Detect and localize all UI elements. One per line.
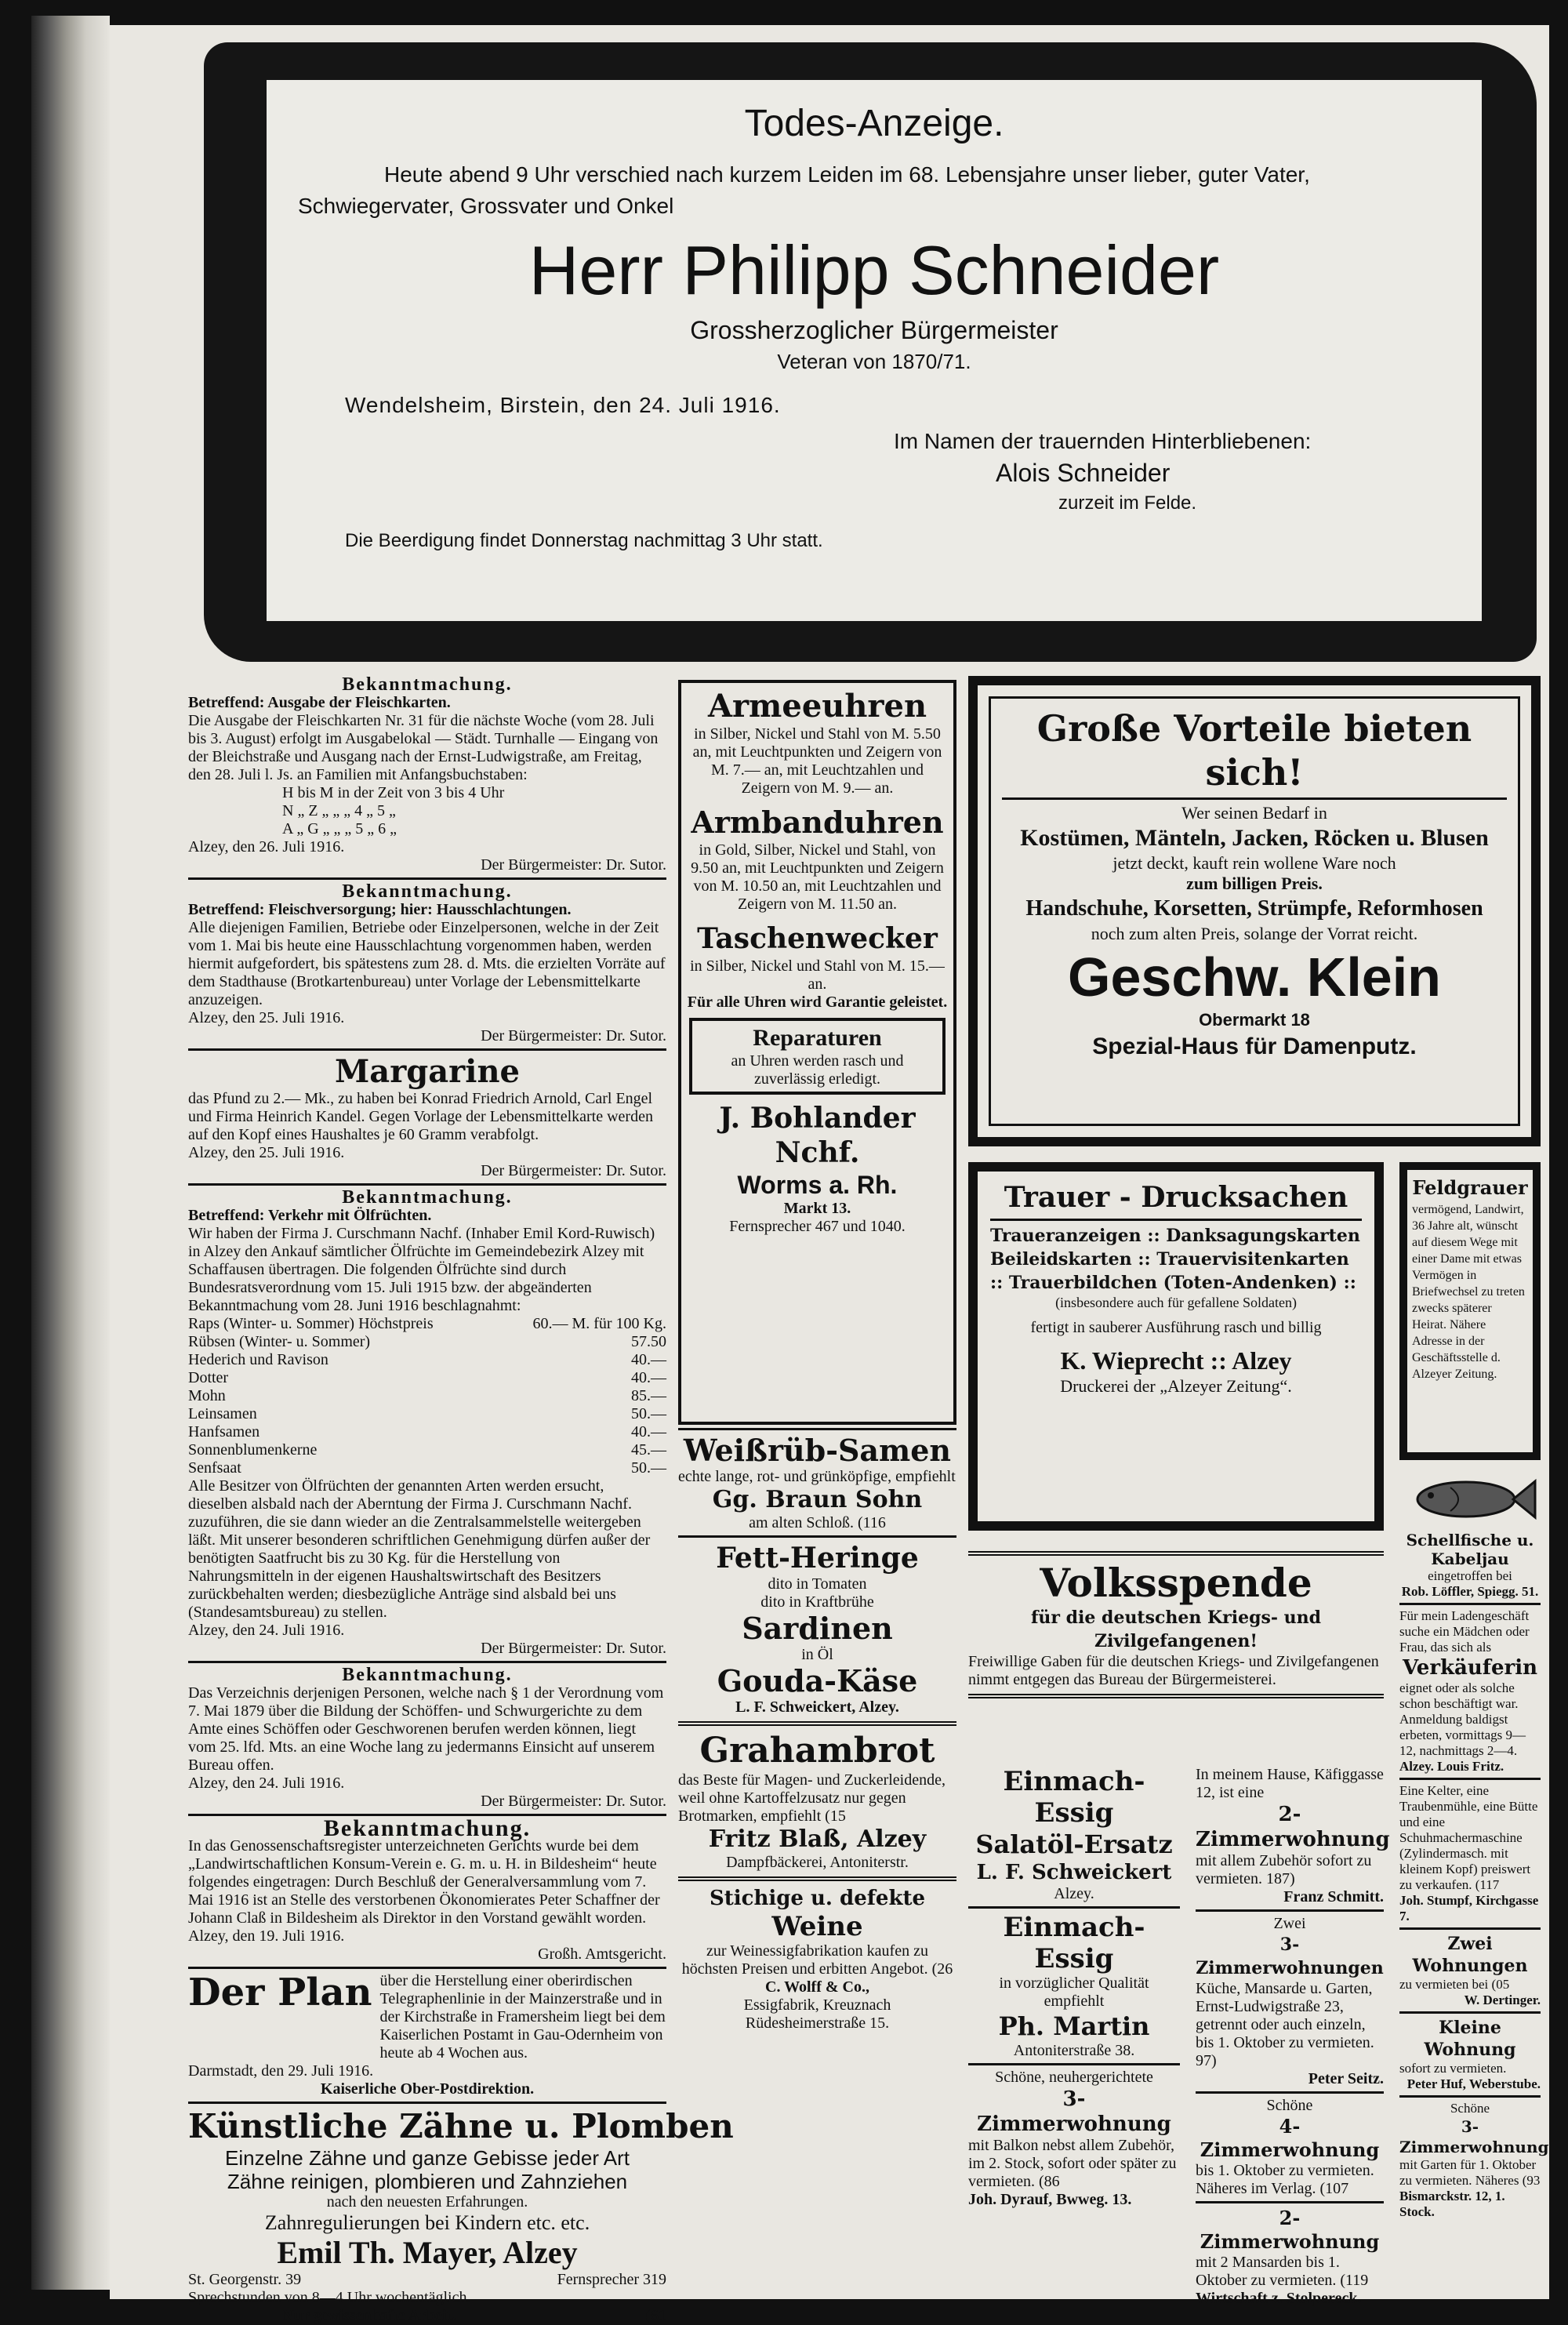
divider (188, 2102, 666, 2104)
price-item: Sonnenblumenkerne (188, 1441, 318, 1459)
volksspende-heading: Volksspende (1040, 1560, 1312, 1606)
mourning-print-line-2: Beileidskarten :: Trauervisitenkarten (990, 1249, 1349, 1270)
guarantee-note: Für alle Uhren wird Garantie geleistet. (687, 994, 948, 1011)
price-item: Leinsamen (188, 1405, 257, 1422)
sardine-line: in Öl (801, 1646, 833, 1663)
oilseed-price-list (188, 1315, 666, 1477)
price-row (188, 1369, 666, 1387)
wolff-name: C. Wolff & Co., (765, 1978, 869, 1996)
dentist-heading: Künstliche Zähne u. Plomben (188, 2107, 734, 2145)
price-item: Hanfsamen (188, 1423, 260, 1440)
two-flats-heading: Zwei Wohnungen (1412, 1934, 1528, 1976)
divider (1399, 2095, 1541, 2098)
klein-line-5: Handschuhe, Korsetten, Strümpfe, Reformhosen (1025, 896, 1483, 921)
dentist-phone: Fernsprecher 319 (557, 2271, 666, 2288)
divider (968, 1694, 1384, 1698)
vinegar-heading: Einmach-Essig (1003, 1766, 1145, 1829)
price-value: 50.— (631, 1405, 666, 1422)
notice-5-date: Alzey, den 19. Juli 1916. (188, 1927, 345, 1945)
notice-3-heading: Bekanntmachung. (342, 1187, 513, 1208)
notice-5-text: In das Genossenschaftsregister unterzeichneten Gerichts wurde bei dem „Landwirtschaftlichen Konsum-Verein e. G. m. u. H. in Bildesheim“ heute folgendes eingetragen: Durch Beschluß der Generalversammlung vom 7. Mai 1916 ist an Stelle des verstorbenen Ökonomierates Peter Schaffner der Johann Claß in Bildesheim als Direktor in den Vorstand gewählt worden. (188, 1837, 660, 1927)
margarine-text: das Pfund zu 2.— Mk., zu haben bei Konrad Friedrich Arnold, Carl Engel und Firma Heinrich Kandel. Gegen Vorlage der Lebensmittelkarte werden auf den Kopf eines Haushaltes je 60 Gramm verabfolgt. (188, 1090, 653, 1143)
notice-2-subject: Betreffend: Fleischversorgung; hier: Hausschlachtungen. (188, 901, 572, 918)
column-1 (188, 674, 734, 2325)
price-value: 60.— M. für 100 Kg. (532, 1315, 666, 1332)
price-item: Raps (Winter- u. Sommer) Höchstpreis (188, 1315, 434, 1332)
seed-text: echte lange, rot- und grünköpfige, empfiehlt (678, 1468, 956, 1485)
flat-1-pre: Schöne, neuhergerichtete (995, 2069, 1153, 2086)
price-value: 50.— (631, 1459, 666, 1477)
price-row (188, 1441, 666, 1459)
klein-ad-inner (989, 696, 1520, 1126)
notice-3-signature: Der Bürgermeister: Dr. Sutor. (481, 1640, 666, 1657)
divider (968, 2063, 1180, 2065)
divider (1002, 797, 1507, 800)
small-flat-contact: Peter Huf, Weberstube. (1406, 2076, 1541, 2091)
alarm-watch-heading: Taschenwecker (697, 922, 938, 955)
flat-3-contact: Peter Seitz. (1308, 2070, 1384, 2087)
clerk-text: eignet oder als solche schon beschäftigt war. Anmeldung baldigst erbeten, vormittags 9—12, nachmittags 2—4. (1399, 1680, 1526, 1758)
flat-6-contact: Bismarckstr. 12, 1. Stock. (1399, 2189, 1505, 2219)
divider (678, 1721, 956, 1726)
wolff-subtitle: Essigfabrik, Kreuznach (743, 1996, 891, 2014)
repairs-text: an Uhren werden rasch und zuverlässig erledigt. (731, 1052, 904, 1088)
margarine-date: Alzey, den 25. Juli 1916. (188, 1144, 345, 1161)
obituary-signer-note: zurzeit im Felde. (1058, 492, 1197, 514)
dentist-hours: Sprechstunden von 8—4 Uhr wochentäglich. (188, 2289, 471, 2306)
two-flats-contact: W. Dertinger. (1464, 1993, 1541, 2007)
divider (188, 1048, 666, 1051)
flat-5-text: mit 2 Mansarden bis 1. Oktober zu vermieten. (119 (1196, 2254, 1369, 2289)
clerk-heading: Verkäuferin (1403, 1656, 1537, 1680)
klein-line-2: Kostümen, Mänteln, Jacken, Röcken u. Blusen (1020, 825, 1489, 851)
press-text: Eine Kelter, eine Traubenmühle, eine Bütte und eine Schuhmachermaschine (Zylindermasch. mit kleinem Kopf) preiswert zu verkaufen. (117 (1399, 1783, 1538, 1892)
obituary-veteran: Veteran von 1870/71. (777, 350, 971, 373)
divider (1196, 1909, 1384, 1912)
obituary-office: Grossherzoglicher Bürgermeister (690, 316, 1058, 344)
notice-4-heading: Bekanntmachung. (342, 1665, 513, 1685)
book-spine (31, 16, 110, 2290)
notice-4-date: Alzey, den 24. Juli 1916. (188, 1775, 345, 1792)
dentist-address: St. Georgenstr. 39 (188, 2271, 302, 2288)
flat-2-pre: In meinem Hause, Käfiggasse 12, ist eine (1196, 1766, 1384, 1801)
mourning-print-subtitle: Druckerei der „Alzeyer Zeitung“. (1060, 1376, 1292, 1396)
price-row (188, 1405, 666, 1423)
wolff-address: Rüdesheimerstraße 15. (745, 2014, 890, 2032)
price-value: 57.50 (631, 1333, 666, 1350)
dentist-line-3: nach den neuesten Erfahrungen. (326, 2193, 528, 2211)
notice-1-line-2: N „ Z „ „ „ 4 „ 5 „ (282, 802, 396, 819)
obituary-funeral: Die Beerdigung findet Donnerstag nachmittag 3 Uhr statt. (345, 530, 823, 551)
notice-2-date: Alzey, den 25. Juli 1916. (188, 1009, 345, 1026)
margarine-heading: Margarine (335, 1053, 520, 1090)
sardine-heading: Sardinen (742, 1611, 893, 1646)
obituary-intro-1: Heute abend 9 Uhr verschied nach kurzem Leiden im 68. Lebensjahre unser lieber, guter Vater, (384, 162, 1310, 187)
divider (1399, 2011, 1541, 2014)
notice-4-text: Das Verzeichnis derjenigen Personen, welche nach § 1 der Verordnung vom 7. Mai 1879 über die Bildung der Schöffen- und Schwurgerichte zu dem Amte eines Schöffen oder Geschworenen berufen werden können, liegt vom 25. lfd. Mts. an eine Woche lang zu jedermanns Einsicht auf unserem Bureau offen. (188, 1684, 664, 1774)
divider (678, 1535, 956, 1538)
mourning-print-line-1: Traueranzeigen :: Danksagungskarten (990, 1226, 1360, 1246)
divider (1196, 2091, 1384, 2094)
seed-heading: Weißrüb-Samen (683, 1433, 952, 1468)
bohlander-city: Worms a. Rh. (737, 1171, 898, 1199)
salad-oil-heading: Salatöl-Ersatz (975, 1829, 1173, 1859)
plan-date: Darmstadt, den 29. Juli 1916. (188, 2062, 374, 2080)
klein-line-6: noch zum alten Preis, solange der Vorrat reicht. (1091, 924, 1418, 943)
flat-1-contact: Joh. Dyrauf, Bwweg. 13. (968, 2191, 1132, 2208)
divider (1196, 2201, 1384, 2203)
notice-3-text-2: Alle Besitzer von Ölfrüchten der genannten Arten werden ersucht, dieselben alsbald nach der Aberntung der Firma J. Curschmann Nachf. zuzuführen, die sie dann wieder an die Zentralsammelstelle weitergeben läßt. Mit unserer besonderen schriftlichen Genehmigung dürfen außer der benötigten Saatfrucht bis zu 30 Kg. für die Herstellung von Nahrungsmitteln in der eigenen Haushaltswirtschaft des Besitzers zurückbehalten werden; diesbezügliche Anträge sind alsbald bei uns (Standesamtsbureau) zu stellen. (188, 1477, 651, 1621)
price-item: Rübsen (Winter- u. Sommer) (188, 1333, 371, 1350)
mourning-print-line-3: :: Trauerbildchen (Toten-Andenken) :: (990, 1273, 1356, 1293)
herring-line-2: dito in Kraftbrühe (760, 1593, 874, 1611)
flat-4-heading: 4-Zimmerwohnung (1200, 2115, 1380, 2161)
press-contact: Joh. Stumpf, Kirchgasse 7. (1399, 1893, 1539, 1924)
obituary-title: Todes-Anzeige. (744, 103, 1004, 144)
graham-vendor: Fritz Blaß, Alzey (708, 1825, 927, 1853)
seed-vendor: Gg. Braun Sohn (712, 1486, 923, 1513)
flat-1-text: mit Balkon nebst allem Zubehör, im 2. Stock, sofort oder später zu vermieten. (86 (968, 2137, 1177, 2190)
alarm-watch-text: in Silber, Nickel und Stahl von M. 15.— an. (690, 957, 945, 993)
fish-vendor: Rob. Löffler, Spiegg. 51. (1401, 1584, 1539, 1599)
flat-5-heading: 2-Zimmerwohnung (1200, 2207, 1380, 2253)
wine-text: zur Weinessigfabrikation kaufen zu höchsten Preisen und erbitten Angebot. (26 (681, 1942, 953, 1978)
notice-2-signature: Der Bürgermeister: Dr. Sutor. (481, 1027, 666, 1044)
price-item: Dotter (188, 1369, 229, 1386)
price-row (188, 1333, 666, 1351)
repairs-heading: Reparaturen (753, 1025, 882, 1051)
margarine-signature: Der Bürgermeister: Dr. Sutor. (481, 1162, 666, 1179)
vinegar-city: Alzey. (1054, 1885, 1094, 1902)
divider (188, 1967, 666, 1969)
klein-line-1: Wer seinen Bedarf in (1181, 803, 1327, 823)
soldier-personal-ad (1399, 1162, 1541, 1460)
obituary-mourners: Im Namen der trauernden Hinterbliebenen: (894, 429, 1312, 453)
notice-1-heading: Bekanntmachung. (342, 674, 513, 695)
price-row (188, 1351, 666, 1369)
seed-address: am alten Schloß. (116 (749, 1514, 886, 1531)
divider (678, 1428, 956, 1430)
price-row (188, 1423, 666, 1441)
plan-notice (188, 1972, 666, 2062)
mourning-print-line-5: fertigt in sauberer Ausführung rasch und billig (1030, 1319, 1322, 1336)
herring-line-1: dito in Tomaten (768, 1575, 867, 1593)
graham-subtitle: Dampfbäckerei, Antoniterstr. (726, 1854, 909, 1871)
notice-1-signature: Der Bürgermeister: Dr. Sutor. (481, 856, 666, 874)
volksspende-text: Freiwillige Gaben für die deutschen Kriegs- und Zivilgefangenen nimmt entgegen das Bureau der Bürgermeisterei. (968, 1653, 1379, 1688)
bohlander-address: Markt 13. (783, 1200, 851, 1217)
divider (968, 1906, 1180, 1909)
flat-6-pre: Schöne (1450, 2101, 1490, 2116)
watch-ad (678, 680, 956, 1425)
price-value: 45.— (631, 1441, 666, 1459)
plan-heading: Der Plan (188, 1971, 372, 2014)
flat-4-pre: Schöne (1266, 2097, 1313, 2114)
vinegar-column (968, 1766, 1180, 2209)
dentist-motto: Nur gewissenhafte Arbeit. (282, 2307, 456, 2324)
vinegar-2-address: Antoniterstraße 38. (1013, 2042, 1135, 2059)
divider (1399, 1778, 1541, 1780)
klein-address: Obermarkt 18 (1199, 1010, 1310, 1030)
vinegar-vendor: L. F. Schweickert (976, 1861, 1172, 1884)
wristwatch-text: in Gold, Silber, Nickel und Stahl, von 9.50 an, mit Leuchtpunkten und Zeigern von M. 10.50 an, mit Leuchtzahlen und Zeigern von M. 11.50 an. (691, 841, 944, 913)
flat-1-heading: 3-Zimmerwohnung (977, 2087, 1171, 2136)
divider (188, 1183, 666, 1186)
wristwatch-heading: Armbanduhren (691, 805, 944, 840)
flat-2-text: mit allem Zubehör sofort zu vermieten. 187) (1196, 1852, 1372, 1887)
fish-text: eingetroffen bei (1428, 1568, 1512, 1583)
price-value: 40.— (631, 1423, 666, 1440)
plan-signature: Kaiserliche Ober-Postdirektion. (320, 2080, 535, 2098)
dentist-line-2: Zähne reinigen, plombieren und Zahnziehen (227, 2170, 628, 2193)
clerk-contact: Alzey. Louis Fritz. (1399, 1759, 1504, 1774)
klein-name: Geschw. Klein (1068, 946, 1441, 1008)
price-row (188, 1459, 666, 1477)
wine-heading: Weine (771, 1911, 863, 1942)
notice-5-signature: Großh. Amtsgericht. (538, 1945, 666, 1963)
vinegar-2-heading: Einmach-Essig (1003, 1912, 1145, 1974)
graham-text: das Beste für Magen- und Zuckerleidende, weil ohne Kartoffelzusatz nur gegen Brotmarken, empfiehlt (15 (678, 1771, 946, 1825)
notice-5-heading: Bekanntmachung. (323, 1815, 532, 1841)
notice-4-signature: Der Bürgermeister: Dr. Sutor. (481, 1793, 666, 1810)
flat-2-heading: 2-Zimmerwohnung (1196, 1803, 1390, 1851)
klein-line-3: jetzt deckt, kauft rein wollene Ware noch (1112, 853, 1396, 873)
notice-3-date: Alzey, den 24. Juli 1916. (188, 1622, 345, 1639)
flat-6-text: mit Garten für 1. Oktober zu vermieten. Näheres (93 (1399, 2157, 1541, 2188)
fish-icon (1399, 1472, 1541, 1531)
price-item: Senfsaat (188, 1459, 241, 1477)
small-flat-text: sofort zu vermieten. (1399, 2061, 1507, 2076)
dentist-line-1: Einzelne Zähne und ganze Gebisse jeder Art (224, 2146, 630, 2170)
herring-heading: Fett-Heringe (716, 1542, 919, 1575)
volksspende-notice (968, 1546, 1384, 1703)
army-watch-text: in Silber, Nickel und Stahl von M. 5.50 an, mit Leuchtpunkten und Zeigern von M. 7.— an, mit Leuchtzahlen und Zeigern von M. 9.— an. (692, 725, 942, 797)
divider (1399, 1603, 1541, 1605)
divider (188, 1661, 666, 1663)
flat-5-contact: Wirtschaft z. Stolpereck. (1196, 2290, 1362, 2307)
notice-1-line-3: A „ G „ „ „ 5 „ 6 „ (282, 820, 397, 837)
flat-4-text: bis 1. Oktober zu vermieten. Näheres im Verlag. (107 (1196, 2162, 1374, 2197)
price-row (188, 1387, 666, 1405)
dentist-footer (188, 2307, 666, 2325)
klein-ad (968, 676, 1541, 1146)
repairs-box (689, 1018, 946, 1095)
flat-2-contact: Franz Schmitt. (1283, 1888, 1384, 1905)
flats-column (1196, 1766, 1390, 2308)
dentist-contact (188, 2271, 666, 2289)
clerk-pre: Für mein Ladengeschäft suche ein Mädchen oder Frau, das sich als (1399, 1608, 1530, 1655)
notice-1-line-1: H bis M in der Zeit von 3 bis 4 Uhr (282, 784, 505, 801)
divider (678, 1876, 956, 1881)
price-row (188, 1315, 666, 1333)
gouda-heading: Gouda-Käse (717, 1663, 918, 1698)
notice-1-date: Alzey, den 26. Juli 1916. (188, 838, 345, 856)
fish-heading: Schellfische u. Kabeljau (1406, 1531, 1534, 1568)
divider (1399, 1927, 1541, 1930)
notice-1-subject: Betreffend: Ausgabe der Fleischkarten. (188, 694, 451, 711)
notice-2-text: Alle diejenigen Familien, Betriebe oder Einzelpersonen, welche in der Zeit vom 1. Mai bis heute eine Hausschlachtung vorgenommen haben, werden hiermit aufgefordert, bis spätestens zum 28. d. Mts. die erzielten Vorräte auf dem Stadthause (Brotkartenbureau) unter Vorlage der Lebensmittelkarte anzuzeigen. (188, 919, 666, 1008)
price-value: 85.— (631, 1387, 666, 1404)
graham-heading: Grahambrot (699, 1731, 935, 1771)
notice-1-text: Die Ausgabe der Fleischkarten Nr. 31 für die nächste Woche (vom 28. Juli bis 3. August) erfolgt im Ausgabelokal — Städt. Turnhalle — Eingang von der Bleichstraße und Ausgang nach der Ernst-Ludwigstraße, am Freitag, den 28. Juli l. Js. an Familien mit Anfangsbuchstaben: (188, 712, 659, 783)
price-item: Mohn (188, 1387, 226, 1404)
obituary-name: Herr Philipp Schneider (528, 231, 1220, 309)
plan-text: über die Herstellung einer oberirdischen Telegraphenlinie in der Mainzerstraße und in der Kirchstraße in Framersheim liegt bei dem Kaiserlichen Postamt in Gau-Odernheim von heute ab 4 Wochen aus. (379, 1972, 666, 2062)
notice-3-subject: Betreffend: Verkehr mit Ölfrüchten. (188, 1207, 432, 1224)
mourning-print-line-4: (insbesondere auch für gefallene Soldaten) (1055, 1295, 1297, 1310)
flat-3-text: Küche, Mansarde u. Garten, Ernst-Ludwigstraße 23, getrennt oder auch einzeln, bis 1. Oktober zu vermieten. 97) (1196, 1980, 1374, 2069)
notice-3-text: Wir haben der Firma J. Curschmann Nachf. (Inhaber Emil Kord-Ruwisch) in Alzey den Ankauf sämtlicher Ölfrüchte im Gemeindebezirk Alzey mit Schaffausen übertragen. Die folgenden Ölfrüchte sind durch Bundesratsverordnung vom 15. Juli 1915 bzw. der abgeänderten Bekanntmachung vom 28. Juni 1916 beschlagnahmt: (188, 1225, 655, 1314)
bohlander-name: J. Bohlander Nchf. (719, 1102, 916, 1169)
obituary-notice (267, 80, 1482, 621)
flat-6-heading: 3-Zimmerwohnung (1399, 2117, 1549, 2156)
klein-line-4: zum billigen Preis. (1186, 874, 1323, 893)
mourning-print-ad (968, 1162, 1384, 1531)
soldier-heading: Feldgrauer (1412, 1176, 1528, 1199)
dentist-line-4: Zahnregulierungen bei Kindern etc. etc. (264, 2211, 590, 2234)
dentist-ad-number: (61 (645, 2307, 666, 2324)
two-flats-text: zu vermieten bei (05 (1399, 1977, 1510, 1992)
flat-3-pre: Zwei (1273, 1915, 1306, 1932)
small-flat-heading: Kleine Wohnung (1424, 2018, 1516, 2060)
notice-2-heading: Bekanntmachung. (342, 881, 513, 902)
far-right-column (1399, 1472, 1549, 2220)
mourning-print-heading: Trauer - Drucksachen (1004, 1181, 1348, 1214)
obituary-intro-2: Schwiegervater, Grossvater und Onkel (298, 194, 674, 218)
divider (990, 1219, 1362, 1221)
column-2 (678, 680, 956, 2033)
price-item: Hederich und Ravison (188, 1351, 328, 1368)
gouda-vendor: L. F. Schweickert, Alzey. (735, 1698, 899, 1716)
price-value: 40.— (631, 1351, 666, 1368)
klein-heading: Große Vorteile bieten sich! (1036, 707, 1472, 794)
price-value: 40.— (631, 1369, 666, 1386)
flat-3-heading: 3-Zimmerwohnungen (1196, 1934, 1384, 1978)
bohlander-phone: Fernsprecher 467 und 1040. (729, 1218, 906, 1235)
soldier-text: vermögend, Landwirt, 36 Jahre alt, wünscht auf diesem Wege mit einer Dame mit etwas Vermögen in Briefwechsel zu treten zwecks späterer Heirat. Nähere Adresse in der Geschäftsstelle d. Alzeyer Zeitung. (1412, 1203, 1525, 1381)
wine-pre-heading: Stichige u. defekte (709, 1887, 926, 1910)
newspaper-page (110, 25, 1549, 2324)
obituary-signer: Alois Schneider (996, 459, 1171, 487)
divider (188, 877, 666, 880)
obituary-place-date: Wendelsheim, Birstein, den 24. Juli 1916. (345, 393, 781, 417)
volksspende-subtitle: für die deutschen Kriegs- und Zivilgefangenen! (1030, 1608, 1322, 1651)
dentist-name: Emil Th. Mayer, Alzey (277, 2235, 578, 2270)
vinegar-2-text: in vorzüglicher Qualität empfiehlt (999, 1974, 1149, 2010)
vinegar-2-vendor: Ph. Martin (998, 2011, 1150, 2041)
klein-subtitle: Spezial-Haus für Damenputz. (1092, 1034, 1417, 1059)
divider (968, 1551, 1384, 1556)
mourning-print-vendor: K. Wieprecht :: Alzey (1060, 1346, 1292, 1375)
army-watch-heading: Armeeuhren (707, 688, 927, 725)
